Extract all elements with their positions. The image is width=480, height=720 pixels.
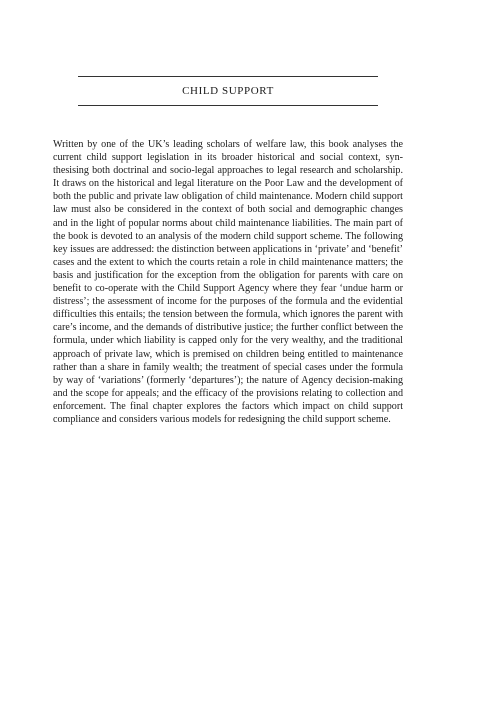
page-title: CHILD SUPPORT	[182, 85, 274, 97]
title-rule-bottom	[78, 105, 378, 106]
book-description: Written by one of the UK’s leading scholars of welfare law, this book analyses the current child support legislation in its broader historical and social context, synthesising both doctrinal and socio-legal approaches to legal research and scholarship. It draws on the historical and legal literature on the Poor Law and the development of both the public and private law obligation of child maintenance. Modern child support law must also be considered in the context of both social and demographic changes and in the light of popular norms about child maintenance liabilities. The main part of the book is devoted to an analysis of the modern child support scheme. The following key issues are addressed: the distinction between applications in ‘private’ and ‘benefit’ cases and the extent to which the courts retain a role in child maintenance matters; the basis and justification for the exception from the obligation for parents with care on benefit to co-operate with the Child Support Agency where they fear ‘undue harm or distress’; the assessment of income for the purposes of the formula and the evidential difficulties this entails; the tension between the formula, which ignores the parent with care’s income, and the demands of distributive justice; the further conflict between the formula, under which liability is capped only for the very wealthy, and the traditional approach of private law, which is premised on children being entitled to maintenance rather than a share in family wealth; the treatment of special cases under the formula by way of ‘variations’ (formerly ‘departures’); the nature of Agency decision-making and the scope for appeals; and the efficacy of the provisions relating to collection and enforcement. The final chapter explores the factors which impact on child support compliance and considers various models for redesigning the child support scheme.	[53, 139, 403, 425]
title-rule-top	[78, 76, 378, 77]
